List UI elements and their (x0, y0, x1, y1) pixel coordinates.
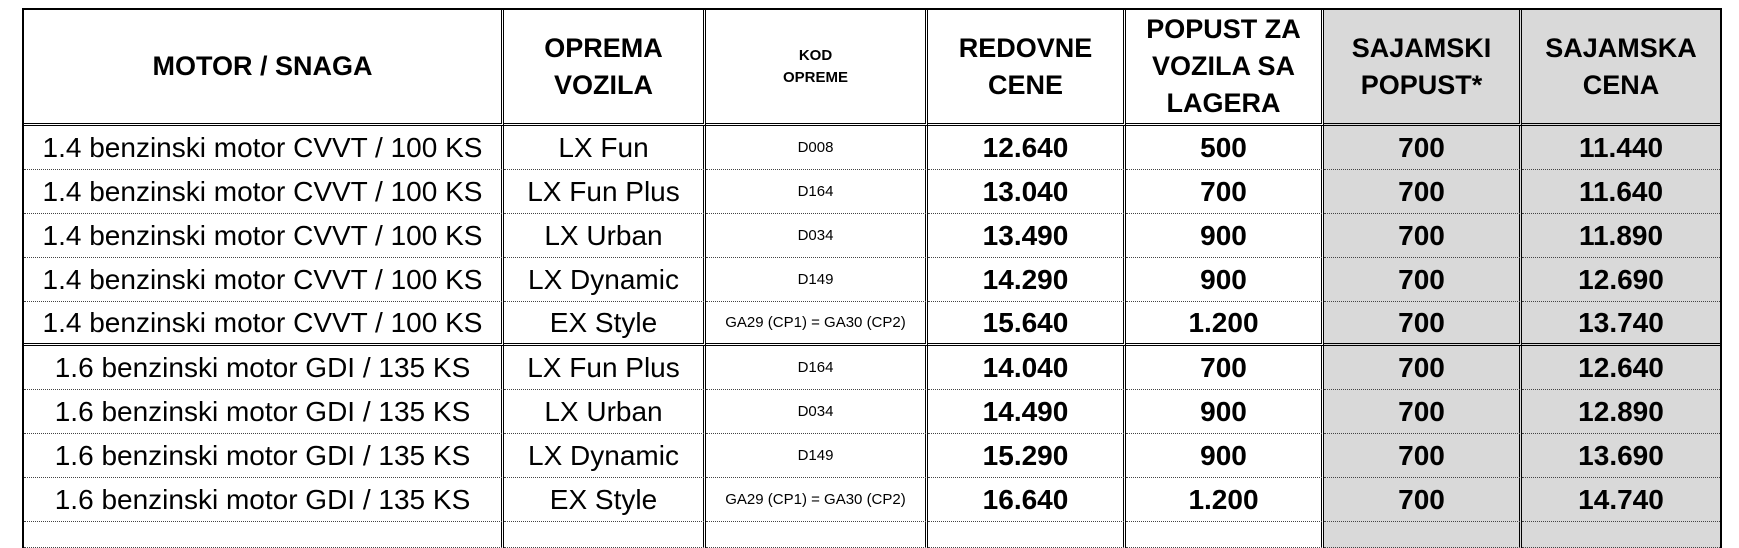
cell-sajamska-cena: 11.890 (1522, 214, 1720, 258)
cell-motor: 1.6 benzinski motor GDI / 135 KS (24, 390, 504, 434)
cell-redovne-cena: 13.040 (928, 170, 1126, 214)
cell-kod: D149 (706, 434, 928, 478)
cell-popust-lager: 700 (1126, 346, 1324, 390)
table-row (24, 170, 1720, 214)
cell-sajamska-cena: 14.740 (1522, 478, 1720, 522)
cell-sajamski-popust: 700 (1324, 302, 1522, 346)
cell-motor: 1.6 benzinski motor GDI / 135 KS (24, 478, 504, 522)
cell-oprema: LX Fun Plus (504, 170, 706, 214)
cell-popust-lager: 900 (1126, 258, 1324, 302)
cell-redovne-cena: 14.040 (928, 346, 1126, 390)
cell-redovne-cena: 16.640 (928, 478, 1126, 522)
table-row (24, 214, 1720, 258)
header-redovne-cene: REDOVNE CENE (928, 10, 1126, 126)
cell-motor: 1.4 benzinski motor CVVT / 100 KS (24, 170, 504, 214)
cell-sajamski-popust: 700 (1324, 478, 1522, 522)
cell-motor: 1.4 benzinski motor CVVT / 100 KS (24, 214, 504, 258)
cell-popust-lager: 900 (1126, 390, 1324, 434)
cell-oprema (504, 522, 706, 548)
header-oprema: OPREMA VOZILA (504, 10, 706, 126)
cell-oprema: EX Style (504, 478, 706, 522)
cell-sajamska-cena: 11.640 (1522, 170, 1720, 214)
cell-redovne-cena: 14.290 (928, 258, 1126, 302)
cell-motor: 1.4 benzinski motor CVVT / 100 KS (24, 258, 504, 302)
cell-redovne-cena: 13.490 (928, 214, 1126, 258)
cell-popust-lager: 700 (1126, 170, 1324, 214)
cell-kod: GA29 (CP1) = GA30 (CP2) (706, 302, 928, 346)
table-row (24, 302, 1720, 346)
cell-motor: 1.6 benzinski motor GDI / 135 KS (24, 434, 504, 478)
cell-kod: GA29 (CP1) = GA30 (CP2) (706, 478, 928, 522)
cell-sajamska-cena: 13.690 (1522, 434, 1720, 478)
cell-kod: D164 (706, 346, 928, 390)
table-row (24, 390, 1720, 434)
cell-sajamski-popust: 700 (1324, 346, 1522, 390)
cell-redovne-cena: 15.290 (928, 434, 1126, 478)
cell-popust-lager: 900 (1126, 434, 1324, 478)
cell-oprema: EX Style (504, 302, 706, 346)
cell-sajamska-cena (1522, 522, 1720, 548)
cell-sajamska-cena: 13.740 (1522, 302, 1720, 346)
header-sajamska-cena: SAJAMSKA CENA (1522, 10, 1720, 126)
cell-kod: D034 (706, 214, 928, 258)
cell-sajamska-cena: 12.890 (1522, 390, 1720, 434)
cell-motor: 1.4 benzinski motor CVVT / 100 KS (24, 126, 504, 170)
cell-popust-lager: 500 (1126, 126, 1324, 170)
cell-motor (24, 522, 504, 548)
table-row (24, 434, 1720, 478)
cell-sajamska-cena: 12.690 (1522, 258, 1720, 302)
price-list-sheet (22, 8, 1722, 548)
cell-sajamska-cena: 12.640 (1522, 346, 1720, 390)
header-kod: KOD OPREME (706, 10, 928, 126)
cell-oprema: LX Urban (504, 214, 706, 258)
cell-sajamski-popust (1324, 522, 1522, 548)
cell-sajamski-popust: 700 (1324, 126, 1522, 170)
table-row-partial (24, 522, 1720, 548)
cell-popust-lager: 1.200 (1126, 478, 1324, 522)
cell-sajamski-popust: 700 (1324, 214, 1522, 258)
cell-kod (706, 522, 928, 548)
cell-redovne-cena (928, 522, 1126, 548)
cell-redovne-cena: 14.490 (928, 390, 1126, 434)
cell-oprema: LX Fun (504, 126, 706, 170)
cell-oprema: LX Dynamic (504, 434, 706, 478)
header-popust-lager: POPUST ZA VOZILA SA LAGERA (1126, 10, 1324, 126)
price-table (24, 10, 1720, 548)
cell-kod: D149 (706, 258, 928, 302)
table-row (24, 258, 1720, 302)
cell-kod: D034 (706, 390, 928, 434)
header-motor: MOTOR / SNAGA (24, 10, 504, 126)
cell-popust-lager (1126, 522, 1324, 548)
cell-motor: 1.6 benzinski motor GDI / 135 KS (24, 346, 504, 390)
table-row (24, 126, 1720, 170)
cell-oprema: LX Fun Plus (504, 346, 706, 390)
cell-motor: 1.4 benzinski motor CVVT / 100 KS (24, 302, 504, 346)
header-row (24, 10, 1720, 126)
cell-redovne-cena: 12.640 (928, 126, 1126, 170)
cell-oprema: LX Urban (504, 390, 706, 434)
table-row (24, 478, 1720, 522)
cell-sajamski-popust: 700 (1324, 258, 1522, 302)
cell-sajamski-popust: 700 (1324, 390, 1522, 434)
header-sajamski-popust: SAJAMSKI POPUST* (1324, 10, 1522, 126)
cell-redovne-cena: 15.640 (928, 302, 1126, 346)
cell-sajamski-popust: 700 (1324, 170, 1522, 214)
cell-sajamski-popust: 700 (1324, 434, 1522, 478)
cell-kod: D008 (706, 126, 928, 170)
table-row (24, 346, 1720, 390)
cell-oprema: LX Dynamic (504, 258, 706, 302)
cell-kod: D164 (706, 170, 928, 214)
cell-sajamska-cena: 11.440 (1522, 126, 1720, 170)
cell-popust-lager: 1.200 (1126, 302, 1324, 346)
cell-popust-lager: 900 (1126, 214, 1324, 258)
